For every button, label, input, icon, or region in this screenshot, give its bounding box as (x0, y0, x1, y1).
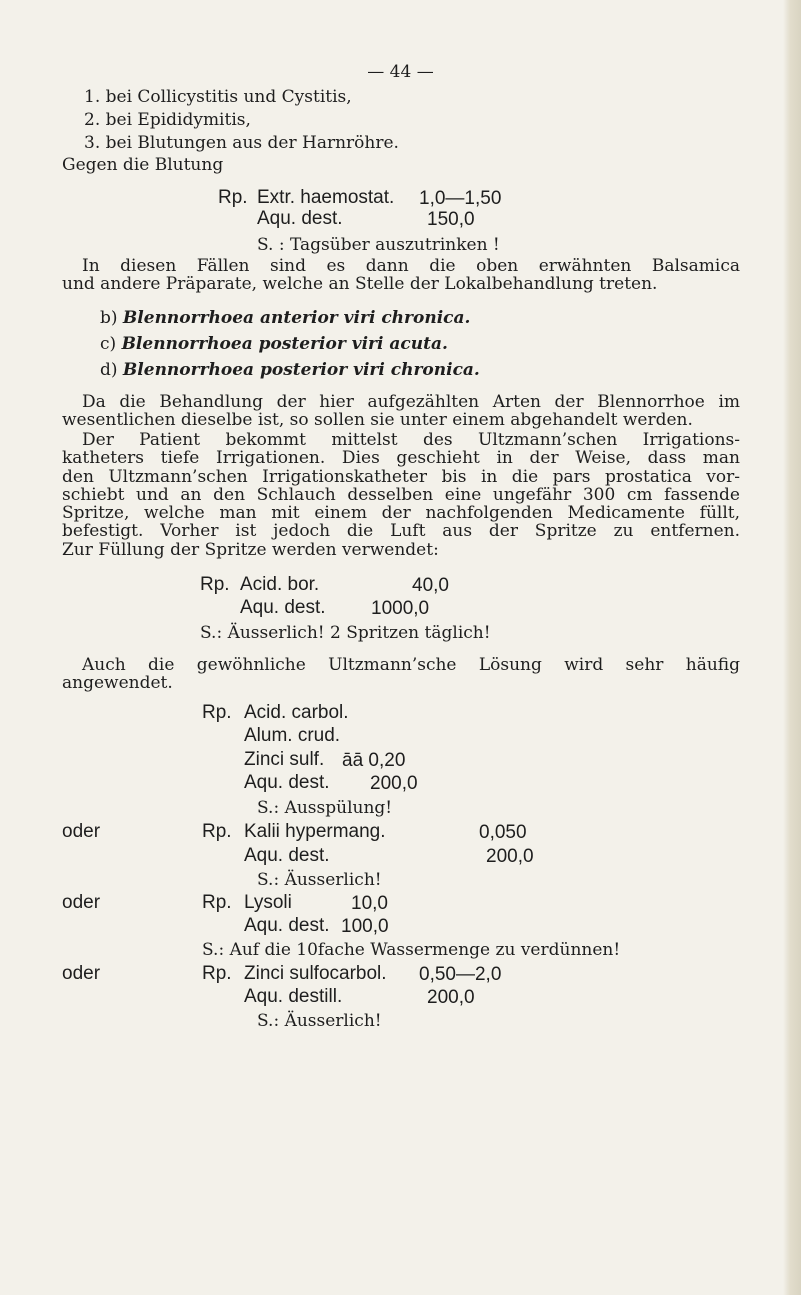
paragraph-patient (62, 431, 740, 559)
rx-label: Rp. (202, 821, 232, 842)
rx-amount: āā 0,20 (342, 750, 406, 771)
text-line: Da die Behandlung der hier aufgezählten Arten der Blennorrhoe im (82, 392, 740, 412)
rx-ingredient: Aqu. dest. (244, 915, 330, 936)
rx-ingredient: Aqu. dest. (244, 845, 330, 866)
oder-label: oder (62, 963, 101, 984)
rx-amount: 100,0 (341, 916, 389, 937)
section-letter: b) (100, 308, 118, 328)
paragraph-balsamica (62, 257, 740, 294)
text-line: angewendet. (62, 673, 173, 694)
rx-label: Rp. (218, 187, 248, 208)
list-item: 2. bei Epididymitis, (84, 110, 251, 130)
list-item: 3. bei Blutungen aus der Harnröhre. (84, 133, 399, 153)
text-line: wesentlichen dieselbe ist, so sollen sie unter einem abgehandelt werden. (62, 410, 693, 431)
rx-amount: 40,0 (412, 575, 449, 596)
rx-ingredient: Alum. crud. (244, 725, 341, 746)
text-line: Zur Füllung der Spritze werden verwendet: (62, 539, 439, 560)
text-line: den Ultzmann’schen Irrigationskatheter bis in die pars prostatica vor- (62, 466, 740, 487)
rx-ingredient: Acid. carbol. (244, 702, 349, 723)
text-line: Der Patient bekommt mittelst des Ultzmann’schen Irrigations- (82, 430, 740, 450)
rx-label: Rp. (200, 574, 230, 595)
text-line: schiebt und an den Schlauch desselben eine ungefähr 300 cm fassende (62, 484, 740, 505)
rx-amount: 10,0 (351, 893, 388, 914)
rx-label: Rp. (202, 702, 232, 723)
text-line: katheters tiefe Irrigationen. Dies geschieht in der Weise, dass man (62, 448, 740, 469)
text-line: und andere Präparate, welche an Stelle der Lokalbehandlung treten. (62, 274, 658, 295)
paragraph-behandlung (62, 393, 740, 430)
text-line: Spritze, welche man mit einem der nachfolgenden Medicamente füllt, (62, 503, 740, 524)
rx-amount: 1,0—1,50 (419, 188, 502, 209)
section-heading-c (100, 334, 448, 354)
rx-signa: S.: Äusserlich! (257, 870, 382, 890)
text-line: Auch die gewöhnliche Ultzmann’sche Lösung wird sehr häufig (82, 655, 740, 675)
oder-label: oder (62, 821, 101, 842)
rx-signa: S.: Äusserlich! (257, 1011, 382, 1031)
section-heading-b (100, 308, 470, 328)
rx-amount: 0,050 (479, 822, 527, 843)
rx-signa: S.: Auf die 10fache Wassermenge zu verdünnen! (202, 940, 621, 960)
rx-ingredient: Kalii hypermang. (244, 821, 386, 842)
rx-amount: 200,0 (370, 773, 418, 794)
rx-signa: S. : Tagsüber auszutrinken ! (257, 235, 500, 255)
section-title: Blennorrhoea anterior viri chronica. (122, 308, 471, 328)
rx-amount: 200,0 (427, 987, 475, 1008)
rx-amount: 200,0 (486, 846, 534, 867)
section-heading-d (100, 360, 480, 380)
list-item: 1. bei Collicystitis und Cystitis, (84, 87, 352, 107)
text-line: In diesen Fällen sind es dann die oben erwähnten Balsamica (82, 256, 740, 276)
section-letter: d) (100, 360, 118, 380)
rx-amount: 1000,0 (371, 598, 430, 619)
rx-amount: 150,0 (427, 209, 475, 230)
page-number: — 44 — (367, 62, 434, 82)
page-edge-shadow (783, 0, 801, 1295)
rx-label: Rp. (202, 963, 232, 984)
text-line: befestigt. Vorher ist jedoch die Luft aus der Spritze zu entfernen. (62, 521, 740, 542)
section-title: Blennorrhoea posterior viri acuta. (121, 334, 448, 354)
rx-signa: S.: Äusserlich! 2 Spritzen täglich! (200, 623, 491, 643)
rx-ingredient: Aqu. dest. (257, 208, 343, 229)
rx-ingredient: Zinci sulf. (244, 749, 325, 770)
rx-ingredient: Zinci sulfocarbol. (244, 963, 387, 984)
bleeding-heading: Gegen die Blutung (62, 155, 224, 175)
oder-label: oder (62, 892, 101, 913)
paragraph-ultzmann (62, 656, 740, 693)
rx-ingredient: Lysoli (244, 892, 292, 913)
rx-label: Rp. (202, 892, 232, 913)
section-title: Blennorrhoea posterior viri chronica. (122, 360, 480, 380)
rx-ingredient: Acid. bor. (240, 574, 320, 595)
rx-ingredient: Aqu. destill. (244, 986, 343, 1007)
rx-amount: 0,50—2,0 (419, 964, 502, 985)
rx-ingredient: Aqu. dest. (244, 772, 330, 793)
rx-ingredient: Aqu. dest. (240, 597, 326, 618)
section-letter: c) (100, 334, 117, 354)
rx-signa: S.: Ausspülung! (257, 798, 393, 818)
rx-ingredient: Extr. haemostat. (257, 187, 395, 208)
